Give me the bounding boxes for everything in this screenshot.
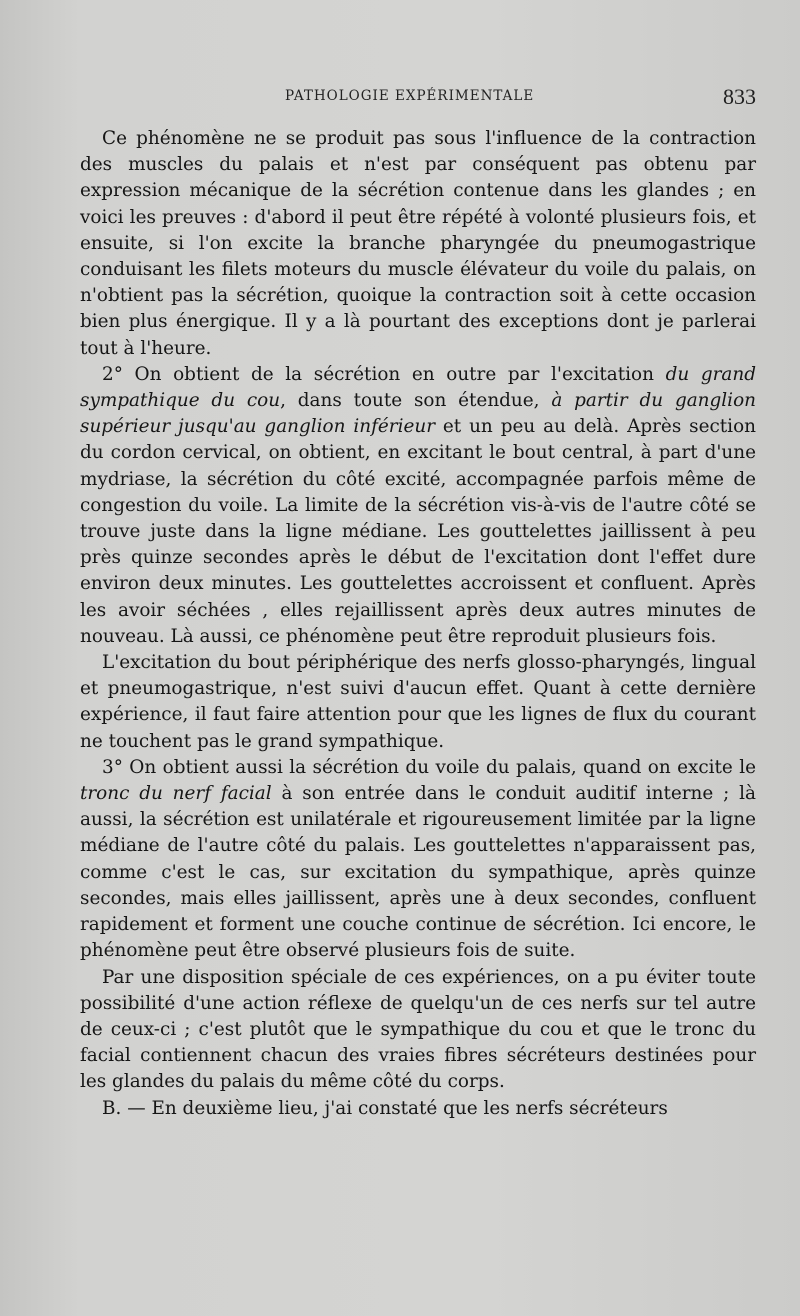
paragraph-nerf-facial bbox=[80, 755, 756, 965]
body-text bbox=[80, 126, 756, 1122]
paragraph-text: et un peu au delà. Après section du cordon cervical, on obtient, en excitant le bout central, à part d'une mydriase, la sécrétion du côté excité, accompagnée parfois même de congestion du voile. La limite de la sécrétion vis-à-vis de l'autre côté se trouve juste dans la ligne médiane. Les gouttelettes jaillissent à peu près quinze secondes après le début de l'excitation dont l'effet dure environ deux minutes. Les gouttelettes accroissent et confluent. Après les avoir séchées , elles rejaillissent après deux autres minutes de nouveau. Là aussi, ce phénomène peut être reproduit plusieurs fois. bbox=[80, 416, 756, 647]
running-title: PATHOLOGIE EXPÉRIMENTALE bbox=[285, 88, 535, 104]
paragraph-muscle-contraction: Ce phénomène ne se produit pas sous l'influence de la contraction des muscles du palais et n'est par conséquent pas obtenu par expression mécanique de la sécrétion contenue dans les glandes ; en voici les preuves : d'abord il peut être répété à volonté plusieurs fois, et ensuite, si l'on excite la branche pharyngée du pneumogastrique conduisant les filets moteurs du muscle élévateur du voile du palais, on n'obtient pas la sécrétion, quoique la contraction soit à cette occasion bien plus énergique. Il y a là pourtant des exceptions dont je parlerai tout à l'heure. bbox=[80, 128, 756, 359]
paragraph-text: à son entrée dans le conduit auditif interne ; là aussi, la sécrétion est unilatérale et rigoureusement limitée par la ligne médiane de l'autre côté du palais. Les gouttelettes n'apparaissent pas, comme c'est le cas, sur excitation du sympathique, après quinze secondes, mais elles jaillissent, après une à deux secondes, confluent rapidement et forment une couche continue de sécrétion. Ici encore, le phénomène peut être observé plusieurs fois de suite. bbox=[80, 783, 756, 962]
italic-term: tronc du nerf facial bbox=[80, 783, 272, 805]
paragraph-reflex-action: Par une disposition spéciale de ces expériences, on a pu éviter toute possibilité d'une action réflexe de quelqu'un de ces nerfs sur tel autre de ceux-ci ; c'est plutôt que le sympathique du cou et que le tronc du facial contiennent chacun des vraies fibres sécréteurs destinées pour les glandes du palais du même côté du corps. bbox=[80, 966, 756, 1093]
page-number: 833 bbox=[723, 84, 756, 109]
paragraph-section-b: B. — En deuxième lieu, j'ai constaté que les nerfs sécréteurs bbox=[102, 1097, 668, 1119]
italic-term: du grand sympathique du cou bbox=[80, 363, 756, 412]
paragraph-text: 3° On obtient aussi la sécrétion du voile du palais, quand on excite le bbox=[102, 756, 756, 778]
italic-term: à partir du ganglion supérieur jusqu'au ganglion inférieur bbox=[80, 390, 756, 438]
running-head bbox=[80, 86, 756, 112]
paragraph-text: , dans toute son étendue, bbox=[280, 390, 552, 412]
paragraph-peripheral-excitation: L'excitation du bout périphérique des nerfs glosso-pharyngés, lingual et pneumogastrique, n'est suivi d'aucun effet. Quant à cette dernière expérience, il faut faire attention pour que les lignes de flux du courant ne touchent pas le grand sympathique. bbox=[80, 652, 756, 752]
paragraph-grand-sympathique bbox=[80, 362, 756, 650]
paragraph-text: 2° On obtient de la sécrétion en outre par l'excitation bbox=[102, 363, 666, 385]
